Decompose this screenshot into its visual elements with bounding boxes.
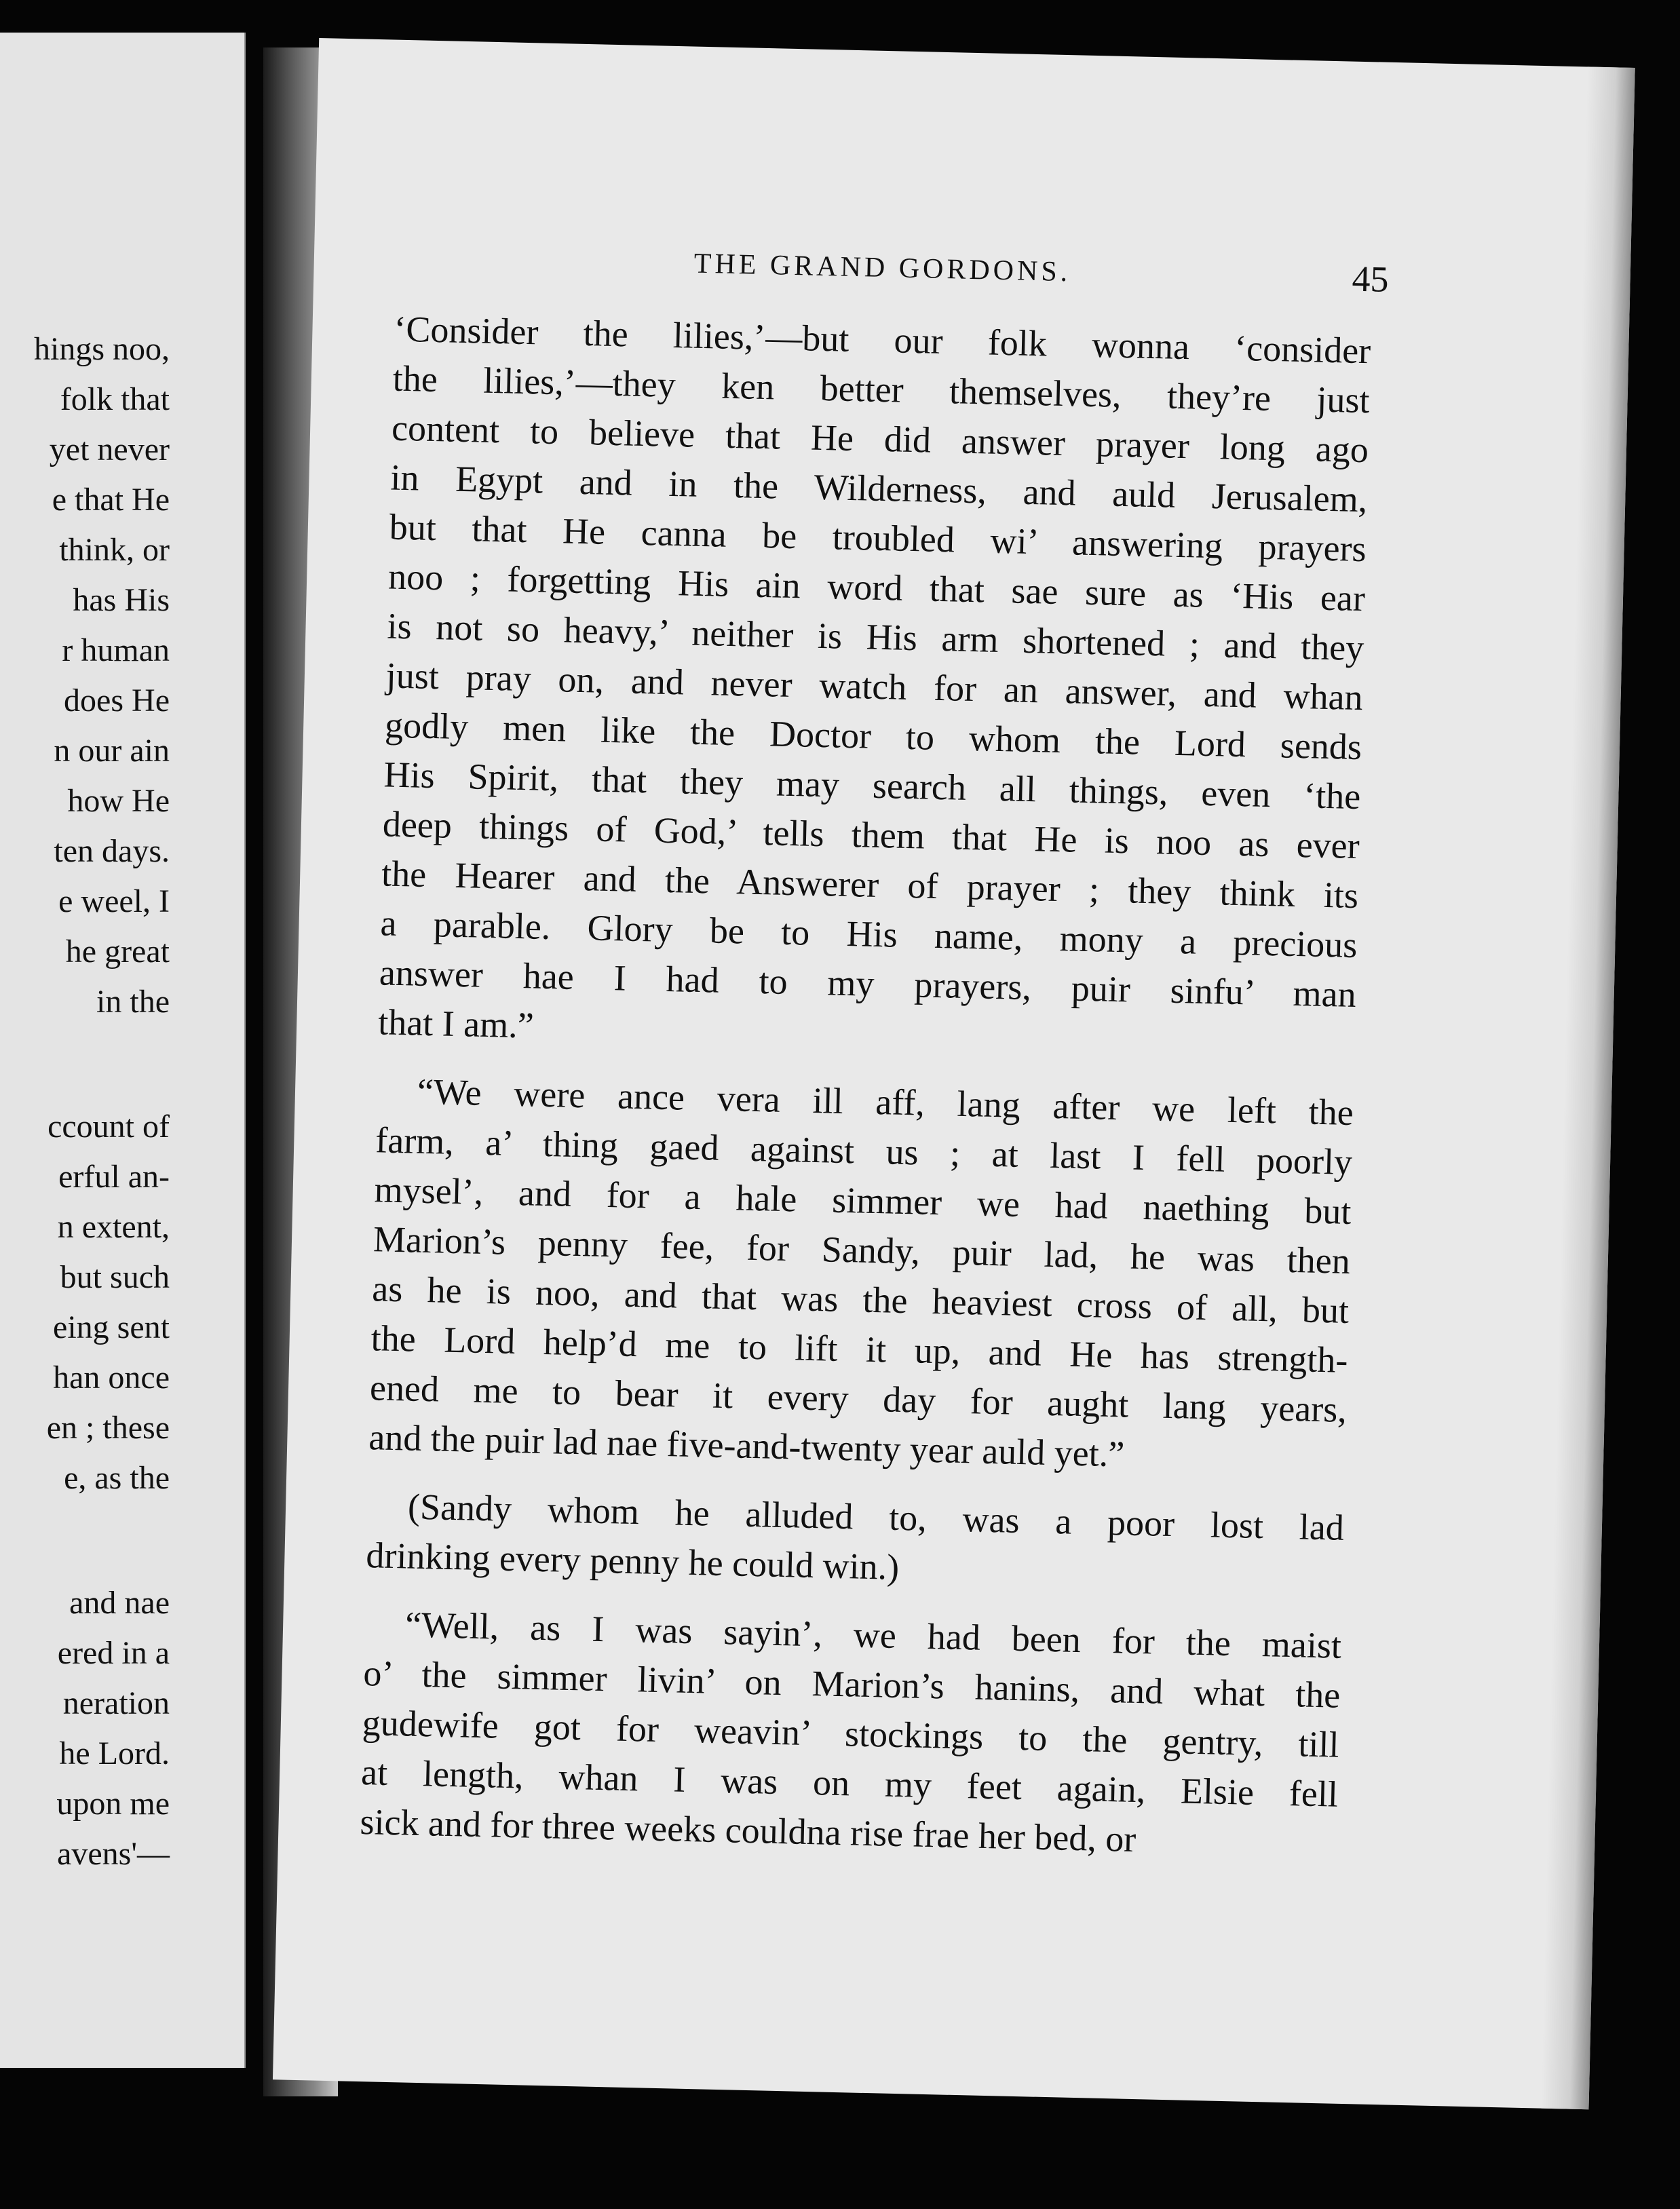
text-line: farm, a’ thing gaed against us ; at last I fell poorly bbox=[375, 1119, 1353, 1183]
left-page-line: upon me bbox=[56, 1786, 170, 1822]
left-page-line: n our ain bbox=[54, 733, 170, 769]
text-line: the Lord help’d me to lift it up, and He has strength- bbox=[370, 1318, 1349, 1381]
left-page-gap bbox=[0, 1503, 170, 1578]
text-line: “We were ance vera ill aff, lang after we left the bbox=[417, 1071, 1354, 1133]
left-page-line: ten days. bbox=[54, 833, 170, 869]
left-page-line: n extent, bbox=[57, 1209, 170, 1245]
running-head: THE GRAND GORDONS. bbox=[693, 248, 1071, 288]
text-line: as he is noo, and that was the heaviest cross of all, but bbox=[371, 1268, 1350, 1331]
left-page-line: hings noo, bbox=[33, 331, 170, 367]
left-page-line: e that He bbox=[52, 482, 170, 518]
left-page-line: has His bbox=[73, 582, 170, 618]
text-line: sick and for three weeks couldna rise frae her bed, or bbox=[359, 1801, 1137, 1860]
left-page-line: e weel, I bbox=[58, 883, 170, 919]
text-line: ened me to bear it every day for aught lang years, bbox=[369, 1367, 1348, 1430]
text-line: that I am.” bbox=[377, 1001, 535, 1046]
paragraph bbox=[360, 1599, 1342, 1869]
text-line: a parable. Glory be to His name, mony a precious bbox=[379, 902, 1358, 966]
text-line: but that He canna be troubled wi’ answering prayers bbox=[389, 506, 1367, 570]
left-page-line: erful an- bbox=[58, 1159, 170, 1195]
page-header bbox=[313, 228, 1400, 307]
left-page-line: folk that bbox=[60, 381, 170, 417]
left-page-line: e, as the bbox=[64, 1460, 170, 1496]
text-line: “Well, as I was sayin’, we had been for the maist bbox=[404, 1604, 1342, 1666]
text-line: answer hae I had to my prayers, puir sinfu’ man bbox=[379, 952, 1357, 1016]
left-page-line: r human bbox=[62, 632, 170, 668]
text-line: godly men like the Doctor to whom the Lord sends bbox=[384, 704, 1362, 768]
text-line: ‘Consider the lilies,’—but our folk wonna ‘consider bbox=[393, 308, 1371, 372]
left-page-line: ccount of bbox=[47, 1109, 170, 1145]
left-facing-page bbox=[0, 33, 246, 2068]
left-page-line: neration bbox=[62, 1685, 170, 1721]
left-page-line: avens'— bbox=[57, 1836, 170, 1872]
text-line: just pray on, and never watch for an answer, and whan bbox=[385, 655, 1364, 718]
text-line: noo ; forgetting His ain word that sae sure as ‘His ear bbox=[387, 556, 1366, 619]
text-line: in Egypt and in the Wilderness, and auld Jerusalem, bbox=[389, 457, 1368, 520]
text-line: the lilies,’—they ken better themselves, they’re just bbox=[392, 358, 1371, 421]
text-line: content to believe that He did answer prayer long ago bbox=[391, 407, 1369, 471]
left-page-line: but such bbox=[60, 1259, 170, 1295]
body-text bbox=[360, 305, 1371, 1869]
left-page-text bbox=[0, 324, 170, 1879]
text-line: gudewife got for weavin’ stockings to the gentry, till bbox=[362, 1702, 1340, 1765]
left-page-line: in the bbox=[96, 984, 170, 1020]
left-page-line: does He bbox=[64, 683, 170, 718]
paragraph bbox=[378, 305, 1371, 1069]
text-line: at length, whan I was on my feet again, Elsie fell bbox=[360, 1752, 1339, 1815]
left-page-line: and nae bbox=[69, 1585, 170, 1621]
text-line: is not so heavy,’ neither is His arm shortened ; and they bbox=[386, 605, 1364, 669]
left-page-line: how He bbox=[67, 783, 170, 819]
left-page-line: ered in a bbox=[57, 1635, 170, 1671]
right-page bbox=[273, 38, 1635, 2109]
left-page-line: yet never bbox=[49, 431, 170, 467]
left-page-line: eing sent bbox=[53, 1309, 170, 1345]
text-line: His Spirit, that they may search all things, even ‘the bbox=[383, 754, 1361, 818]
paragraph bbox=[368, 1066, 1354, 1484]
page-edge-shadow bbox=[1541, 66, 1635, 2109]
text-line: (Sandy whom he alluded to, was a poor lost lad bbox=[407, 1486, 1345, 1548]
text-line: mysel’, and for a hale simmer we had naething but bbox=[374, 1169, 1352, 1232]
left-page-line: think, or bbox=[59, 532, 170, 568]
left-page-line: en ; these bbox=[46, 1410, 170, 1446]
text-line: the Hearer and the Answerer of prayer ; they think its bbox=[381, 853, 1359, 917]
left-page-gap bbox=[0, 1027, 170, 1102]
left-page-line: he Lord. bbox=[59, 1735, 170, 1771]
text-line: Marion’s penny fee, for Sandy, puir lad, he was then bbox=[373, 1218, 1351, 1282]
text-line: drinking every penny he could win.) bbox=[365, 1535, 900, 1588]
left-page-line: han once bbox=[53, 1360, 170, 1396]
page-number: 45 bbox=[1351, 258, 1390, 300]
text-line: o’ the simmer livin’ on Marion’s hanins, and what the bbox=[362, 1653, 1341, 1716]
text-line: and the puir lad nae five-and-twenty year auld yet.” bbox=[368, 1417, 1125, 1475]
left-page-line: he great bbox=[65, 934, 170, 969]
text-line: deep things of God,’ tells them that He is noo as ever bbox=[382, 803, 1360, 867]
